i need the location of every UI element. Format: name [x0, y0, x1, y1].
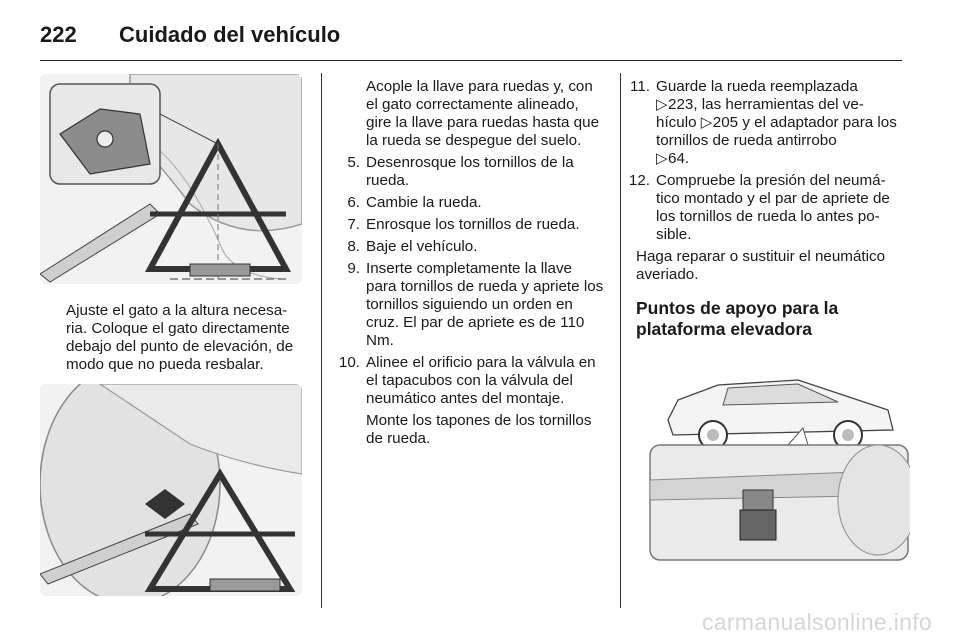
list-item: 12. Compruebe la presión del neumá-tico montado y el par de apriete de los tornillos de rueda lo antes po-sible. — [628, 172, 890, 243]
page-ref[interactable]: 223 — [668, 96, 694, 113]
step-10-followup: Monte los tapones de los tornillos de rueda. — [366, 412, 592, 447]
column-1 — [40, 74, 302, 596]
watermark: carmanualsonline.info — [701, 609, 932, 635]
column-3 — [620, 78, 902, 562]
section-title: Cuidado del vehículo — [119, 22, 341, 47]
list-item: 9. Inserte completamente la llave para tornillos de rueda y apriete los tornillos siguiendo un orden en cruz. El par de apriete es de 110 Nm. — [347, 260, 604, 349]
page-reference-icon: ▷ — [656, 96, 668, 113]
lift-points-illustration — [648, 350, 910, 562]
page-reference-icon: ▷ — [700, 114, 713, 131]
list-item: 6. Cambie la rueda. — [347, 194, 482, 211]
page-ref[interactable]: 64 — [668, 150, 685, 167]
page-ref[interactable]: 205 — [712, 114, 739, 131]
column-2 — [330, 78, 606, 452]
jack-lift-illustration — [40, 384, 302, 596]
list-item: 7. Enrosque los tornillos de rueda. — [347, 216, 580, 233]
page-header — [40, 16, 920, 58]
page-reference-icon: ▷ — [656, 150, 668, 167]
jack-position-illustration — [40, 74, 302, 284]
list-item: 11. Guarde la rueda reemplazada ▷223, las herramientas del ve-hículo ▷205 y el adaptador para los tornillos de rueda antirrobo ▷64. — [630, 78, 897, 167]
step-4-continuation: Acople la llave para ruedas y, con el gato correctamente alineado, gire la llave para ruedas hasta que la rueda se despegue del suelo. — [366, 78, 600, 149]
list-item: 8. Baje el vehículo. — [347, 238, 478, 255]
jack-caption: Ajuste el gato a la altura necesa-ria. Coloque el gato directamente debajo del punto de elevación, de modo que no pueda resbalar. — [66, 302, 294, 373]
list-item: 10. Alinee el orificio para la válvula en el tapacubos con la válvula del neumático antes del montaje. — [338, 354, 596, 407]
repair-note: Haga reparar o sustituir el neumático averiado. — [636, 248, 886, 283]
lift-points-heading: Puntos de apoyo para la plataforma elevadora — [636, 298, 839, 339]
column-divider-1 — [321, 73, 322, 608]
list-item: 5. Desenrosque los tornillos de la rueda. — [347, 154, 574, 189]
page-number: 222 — [40, 22, 77, 47]
header-rule — [40, 60, 902, 61]
